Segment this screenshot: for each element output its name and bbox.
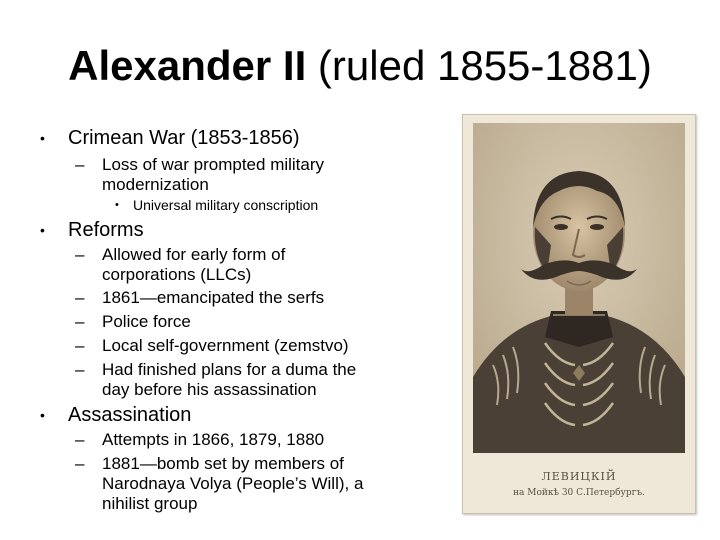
- bullet-reforms: • Reforms: [40, 219, 144, 241]
- photographer-caption: ЛЕВИЦКIЙ: [541, 470, 617, 483]
- dash-mark: –: [75, 454, 85, 473]
- sub-bullet-corporations: – Allowed for early form of corporations (LLCs): [75, 245, 286, 284]
- sub-sub-bullet-conscription: • Universal military conscription: [115, 197, 319, 213]
- bullet-dot: •: [40, 130, 45, 146]
- bullet-dot: •: [115, 199, 119, 211]
- portrait-illustration: [463, 115, 695, 513]
- dash-mark: –: [75, 245, 85, 264]
- bullet-dot: •: [40, 222, 45, 238]
- sub-bullet-bomb: – 1881—bomb set by members of Narodnaya Volya (People’s Will), a nihilist group: [75, 454, 364, 513]
- sub-bullet-duma: – Had finished plans for a duma the day before his assassination: [75, 360, 357, 399]
- bullet-crimean-war: • Crimean War (1853-1856): [40, 127, 300, 149]
- sub-bullet-serfs: – 1861—emancipated the serfs: [75, 288, 325, 307]
- dash-mark: –: [75, 336, 85, 355]
- dash-mark: –: [75, 360, 85, 379]
- dash-mark: –: [75, 430, 85, 449]
- studio-address-caption: на Мойкѣ 30 С.Петербургъ.: [513, 488, 645, 498]
- sub-bullet-police: – Police force: [75, 312, 191, 331]
- sub-bullet-zemstvo: – Local self-government (zemstvo): [75, 336, 349, 355]
- portrait-photo: [462, 114, 696, 514]
- dash-mark: –: [75, 312, 85, 331]
- sub-bullet-attempts: – Attempts in 1866, 1879, 1880: [75, 430, 325, 449]
- dash-mark: –: [75, 288, 85, 307]
- bullet-assassination: • Assassination: [40, 404, 192, 426]
- dash-mark: –: [75, 155, 85, 174]
- sub-bullet-loss-of-war: – Loss of war prompted military modernization: [75, 155, 325, 194]
- title-bold: Alexander II: [68, 42, 307, 89]
- title-rest: (ruled 1855-1881): [306, 42, 652, 89]
- bullet-dot: •: [40, 407, 45, 423]
